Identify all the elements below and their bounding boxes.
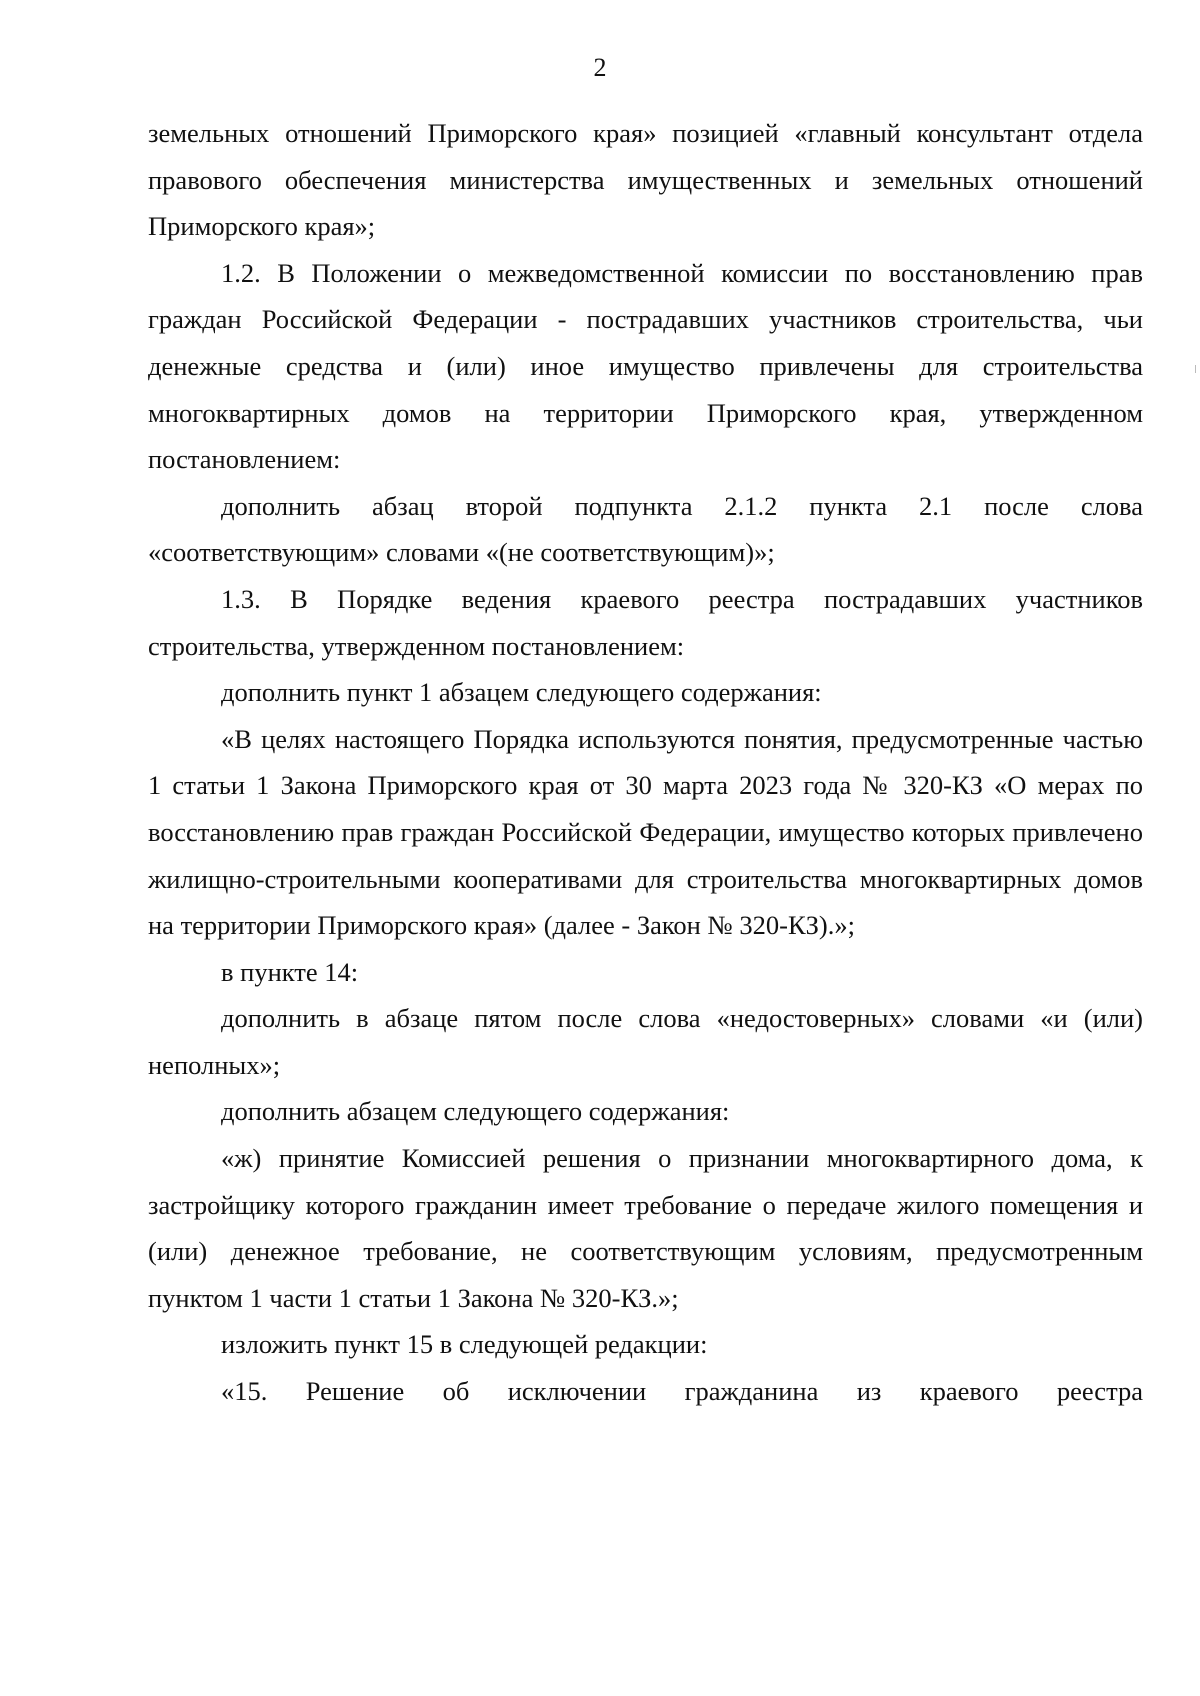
scan-edge-mark	[1195, 365, 1196, 373]
paragraph-quoted-definition: «В целях настоящего Порядка используются понятия, предусмотренные частью 1 статьи 1 Закона Приморского края от 30 марта 2023 года № 320-КЗ «О мерах по восстановлению прав граждан Российской Федерации, имущество которых привлечено жилищно-строительными кооперативами для строительства многоквартирных домов на территории Приморского края» (далее - Закон № 320-КЗ).»;	[148, 723, 1143, 941]
paragraph-amend-point-1: дополнить пункт 1 абзацем следующего содержания:	[221, 677, 822, 708]
word: из	[856, 1376, 882, 1407]
word: Решение	[305, 1376, 405, 1407]
page-number: 2	[593, 53, 607, 82]
paragraph-amend-2-1-2: дополнить абзац второй подпункта 2.1.2 пункта 2.1 после слова «соответствующим» словами «(не соответствующим)»;	[148, 490, 1143, 568]
paragraph-amend-paragraph-5: дополнить в абзаце пятом после слова «недостоверных» словами «и (или) неполных»;	[148, 1003, 1143, 1080]
paragraph-point-15-intro: изложить пункт 15 в следующей редакции:	[221, 1329, 708, 1360]
word: об	[442, 1376, 470, 1407]
word: реестра	[1056, 1376, 1143, 1407]
paragraph-continuation: земельных отношений Приморского края» позицией «главный консультант отдела правового обеспечения министерства имущественных и земельных отношений Приморского края»;	[148, 118, 1143, 242]
document-body	[148, 110, 1143, 1415]
paragraph-1-2: 1.2. В Положении о межведомственной комиссии по восстановлению прав граждан Российской Федерации - пострадавших участников строительства, чьи денежные средства и (или) иное имущество привлечены для строительства многоквартирных домов на территории Приморского края, утвержденном постановлением:	[148, 257, 1143, 475]
word: исключении	[507, 1376, 647, 1407]
paragraph-point-14: в пункте 14:	[221, 956, 359, 987]
paragraph-point-15-start	[148, 1368, 1143, 1415]
word: гражданина	[684, 1376, 819, 1407]
word: краевого	[919, 1376, 1019, 1407]
paragraph-add-paragraph: дополнить абзацем следующего содержания:	[221, 1096, 730, 1127]
paragraph-1-3: 1.3. В Порядке ведения краевого реестра пострадавших участников строительства, утвержденном постановлением:	[148, 583, 1143, 661]
paragraph-subpoint-zh: «ж) принятие Комиссией решения о признании многоквартирного дома, к застройщику которого гражданин имеет требование о передаче жилого помещения и (или) денежное требование, не соответствующим условиям, предусмотренным пунктом 1 части 1 статьи 1 Закона № 320-КЗ.»;	[148, 1143, 1143, 1313]
word: «15.	[221, 1376, 268, 1407]
